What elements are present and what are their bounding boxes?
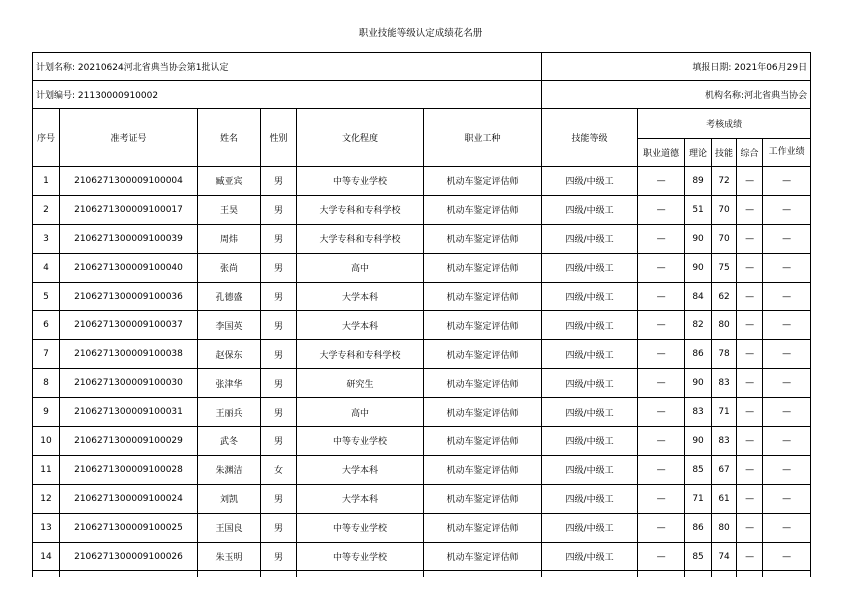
occupation-cell: 机动车鉴定评估师 — [424, 542, 542, 571]
seq-cell: 5 — [33, 282, 60, 311]
name-cell: 王国良 — [198, 513, 261, 542]
gender-cell: 男 — [261, 542, 297, 571]
level-cell: 四级/中级工 — [542, 195, 638, 224]
seq-cell: 7 — [33, 340, 60, 369]
education-cell: 高中 — [297, 398, 424, 427]
overall-score-cell: — — [737, 253, 763, 282]
document-title: 职业技能等级认定成绩花名册 — [358, 28, 483, 39]
exam-no-cell: 2106271300009100039 — [60, 224, 198, 253]
skill-score-cell: 80 — [712, 513, 737, 542]
level-cell: 四级/中级工 — [542, 455, 638, 484]
gender-cell: 男 — [261, 311, 297, 340]
education-cell: 大学本科 — [297, 282, 424, 311]
name-cell: 臧亚宾 — [198, 167, 261, 196]
theory-score-cell: 90 — [685, 253, 712, 282]
overall-score-cell: — — [737, 484, 763, 513]
cutoff-cell — [737, 571, 763, 578]
skill-score-cell: 70 — [712, 224, 737, 253]
table-row — [33, 340, 811, 369]
overall-score-cell: — — [737, 427, 763, 456]
skill-score-cell: 83 — [712, 427, 737, 456]
skill-score-cell: 72 — [712, 167, 737, 196]
theory-score-cell: 89 — [685, 167, 712, 196]
occupation-cell: 机动车鉴定评估师 — [424, 427, 542, 456]
exam-no-cell: 2106271300009100038 — [60, 340, 198, 369]
plan-name-cell — [33, 53, 542, 81]
gender-cell: 男 — [261, 282, 297, 311]
work-score-cell: — — [763, 542, 811, 571]
header-education: 文化程度 — [297, 109, 424, 167]
name-cell: 赵保东 — [198, 340, 261, 369]
skill-score-cell: 74 — [712, 542, 737, 571]
header-seq: 序号 — [33, 109, 60, 167]
exam-no-cell: 2106271300009100017 — [60, 195, 198, 224]
level-cell: 四级/中级工 — [542, 513, 638, 542]
header-exam-no: 准考证号 — [60, 109, 198, 167]
education-cell: 高中 — [297, 253, 424, 282]
exam-no-cell: 2106271300009100026 — [60, 542, 198, 571]
exam-no-cell: 2106271300009100028 — [60, 455, 198, 484]
level-cell: 四级/中级工 — [542, 398, 638, 427]
work-score-cell: — — [763, 340, 811, 369]
exam-no-cell: 2106271300009100037 — [60, 311, 198, 340]
seq-cell: 6 — [33, 311, 60, 340]
table-row — [33, 455, 811, 484]
exam-no-cell: 2106271300009100004 — [60, 167, 198, 196]
education-cell: 大学本科 — [297, 484, 424, 513]
education-cell: 中等专业学校 — [297, 542, 424, 571]
theory-score-cell: 90 — [685, 369, 712, 398]
education-cell: 大学专科和专科学校 — [297, 195, 424, 224]
org-value: 河北省典当协会 — [744, 91, 808, 101]
name-cell: 周炜 — [198, 224, 261, 253]
plan-no-row — [33, 81, 811, 109]
table-row — [33, 224, 811, 253]
header-gender: 性别 — [261, 109, 297, 167]
gender-cell: 男 — [261, 484, 297, 513]
work-score-cell: — — [763, 253, 811, 282]
education-cell: 大学本科 — [297, 455, 424, 484]
level-cell: 四级/中级工 — [542, 253, 638, 282]
header-row-1 — [33, 109, 811, 139]
level-cell: 四级/中级工 — [542, 311, 638, 340]
table-row — [33, 398, 811, 427]
level-cell: 四级/中级工 — [542, 484, 638, 513]
table-row — [33, 542, 811, 571]
plan-name-label: 计划名称: — [36, 63, 76, 73]
exam-no-cell: 2106271300009100031 — [60, 398, 198, 427]
header-skill: 技能 — [712, 139, 737, 167]
name-cell: 李国英 — [198, 311, 261, 340]
gender-cell: 男 — [261, 253, 297, 282]
overall-score-cell: — — [737, 167, 763, 196]
exam-no-cell: 2106271300009100040 — [60, 253, 198, 282]
name-cell: 王丽兵 — [198, 398, 261, 427]
education-cell: 大学本科 — [297, 311, 424, 340]
name-cell: 王昊 — [198, 195, 261, 224]
work-score-cell: — — [763, 224, 811, 253]
work-score-cell: — — [763, 398, 811, 427]
occupation-cell: 机动车鉴定评估师 — [424, 484, 542, 513]
theory-score-cell: 86 — [685, 340, 712, 369]
theory-score-cell: 83 — [685, 398, 712, 427]
theory-score-cell: 85 — [685, 455, 712, 484]
theory-score-cell: 84 — [685, 282, 712, 311]
theory-score-cell: 82 — [685, 311, 712, 340]
work-score-cell: — — [763, 167, 811, 196]
education-cell: 中等专业学校 — [297, 427, 424, 456]
cutoff-cell — [198, 571, 261, 578]
name-cell: 刘凯 — [198, 484, 261, 513]
header-occupation: 职业工种 — [424, 109, 542, 167]
report-date-value: 2021年06月29日 — [734, 63, 808, 73]
level-cell: 四级/中级工 — [542, 167, 638, 196]
table-row — [33, 253, 811, 282]
ethics-score-cell: — — [638, 398, 685, 427]
exam-no-cell: 2106271300009100024 — [60, 484, 198, 513]
plan-no-value: 21130000910002 — [77, 91, 159, 101]
level-cell: 四级/中级工 — [542, 542, 638, 571]
header-work: 工作业绩 — [763, 139, 811, 167]
skill-score-cell: 80 — [712, 311, 737, 340]
overall-score-cell: — — [737, 369, 763, 398]
theory-score-cell: 90 — [685, 427, 712, 456]
work-score-cell: — — [763, 311, 811, 340]
gender-cell: 男 — [261, 369, 297, 398]
theory-score-cell: 90 — [685, 224, 712, 253]
cutoff-cell — [763, 571, 811, 578]
level-cell: 四级/中级工 — [542, 224, 638, 253]
header-level: 技能等级 — [542, 109, 638, 167]
work-score-cell: — — [763, 195, 811, 224]
education-cell: 研究生 — [297, 369, 424, 398]
cutoff-cell — [60, 571, 198, 578]
gender-cell: 男 — [261, 195, 297, 224]
seq-cell: 13 — [33, 513, 60, 542]
education-cell: 中等专业学校 — [297, 167, 424, 196]
work-score-cell: — — [763, 282, 811, 311]
cutoff-cell — [685, 571, 712, 578]
level-cell: 四级/中级工 — [542, 369, 638, 398]
cutoff-cell — [33, 571, 60, 578]
table-row — [33, 167, 811, 196]
occupation-cell: 机动车鉴定评估师 — [424, 282, 542, 311]
seq-cell: 4 — [33, 253, 60, 282]
skill-score-cell: 67 — [712, 455, 737, 484]
theory-score-cell: 51 — [685, 195, 712, 224]
gender-cell: 男 — [261, 340, 297, 369]
seq-cell: 1 — [33, 167, 60, 196]
name-cell: 孔德盛 — [198, 282, 261, 311]
org-label: 机构名称: — [705, 91, 745, 101]
gender-cell: 男 — [261, 167, 297, 196]
seq-cell: 2 — [33, 195, 60, 224]
plan-no-label: 计划编号: — [36, 91, 76, 101]
table-row — [33, 282, 811, 311]
skill-score-cell: 62 — [712, 282, 737, 311]
ethics-score-cell: — — [638, 369, 685, 398]
occupation-cell: 机动车鉴定评估师 — [424, 340, 542, 369]
theory-score-cell: 85 — [685, 542, 712, 571]
table-row-cutoff — [33, 571, 811, 578]
overall-score-cell: — — [737, 224, 763, 253]
occupation-cell: 机动车鉴定评估师 — [424, 311, 542, 340]
gender-cell: 女 — [261, 455, 297, 484]
overall-score-cell: — — [737, 542, 763, 571]
table-row — [33, 513, 811, 542]
education-cell: 大学专科和专科学校 — [297, 340, 424, 369]
ethics-score-cell: — — [638, 311, 685, 340]
gender-cell: 男 — [261, 224, 297, 253]
seq-cell: 10 — [33, 427, 60, 456]
seq-cell: 3 — [33, 224, 60, 253]
cutoff-cell — [542, 571, 638, 578]
cutoff-cell — [712, 571, 737, 578]
ethics-score-cell: — — [638, 542, 685, 571]
education-cell: 大学专科和专科学校 — [297, 224, 424, 253]
ethics-score-cell: — — [638, 455, 685, 484]
work-score-cell: — — [763, 369, 811, 398]
skill-score-cell: 75 — [712, 253, 737, 282]
education-cell: 中等专业学校 — [297, 513, 424, 542]
name-cell: 武冬 — [198, 427, 261, 456]
ethics-score-cell: — — [638, 167, 685, 196]
plan-name-value: 20210624河北省典当协会第1批认定 — [77, 63, 229, 73]
table-row — [33, 311, 811, 340]
overall-score-cell: — — [737, 513, 763, 542]
seq-cell: 12 — [33, 484, 60, 513]
ethics-score-cell: — — [638, 224, 685, 253]
seq-cell: 11 — [33, 455, 60, 484]
theory-score-cell: 71 — [685, 484, 712, 513]
occupation-cell: 机动车鉴定评估师 — [424, 369, 542, 398]
occupation-cell: 机动车鉴定评估师 — [424, 224, 542, 253]
occupation-cell: 机动车鉴定评估师 — [424, 455, 542, 484]
overall-score-cell: — — [737, 340, 763, 369]
occupation-cell: 机动车鉴定评估师 — [424, 253, 542, 282]
table-row — [33, 195, 811, 224]
seq-cell: 9 — [33, 398, 60, 427]
ethics-score-cell: — — [638, 513, 685, 542]
ethics-score-cell: — — [638, 282, 685, 311]
cutoff-cell — [297, 571, 424, 578]
report-date-cell — [542, 53, 811, 81]
occupation-cell: 机动车鉴定评估师 — [424, 167, 542, 196]
work-score-cell: — — [763, 484, 811, 513]
header-scores: 考核成绩 — [638, 109, 811, 139]
seq-cell: 14 — [33, 542, 60, 571]
theory-score-cell: 86 — [685, 513, 712, 542]
plan-no-cell — [33, 81, 542, 109]
table-row — [33, 427, 811, 456]
score-roster-table — [32, 52, 811, 577]
ethics-score-cell: — — [638, 340, 685, 369]
skill-score-cell: 61 — [712, 484, 737, 513]
occupation-cell: 机动车鉴定评估师 — [424, 398, 542, 427]
work-score-cell: — — [763, 427, 811, 456]
overall-score-cell: — — [737, 455, 763, 484]
skill-score-cell: 70 — [712, 195, 737, 224]
level-cell: 四级/中级工 — [542, 282, 638, 311]
table-row — [33, 484, 811, 513]
skill-score-cell: 78 — [712, 340, 737, 369]
table-row — [33, 369, 811, 398]
exam-no-cell: 2106271300009100025 — [60, 513, 198, 542]
header-overall: 综合 — [737, 139, 763, 167]
gender-cell: 男 — [261, 398, 297, 427]
level-cell: 四级/中级工 — [542, 340, 638, 369]
gender-cell: 男 — [261, 513, 297, 542]
work-score-cell: — — [763, 455, 811, 484]
header-ethics: 职业道德 — [638, 139, 685, 167]
skill-score-cell: 83 — [712, 369, 737, 398]
header-name: 姓名 — [198, 109, 261, 167]
plan-name-row — [33, 53, 811, 81]
cutoff-cell — [424, 571, 542, 578]
header-theory: 理论 — [685, 139, 712, 167]
cutoff-cell — [638, 571, 685, 578]
overall-score-cell: — — [737, 398, 763, 427]
exam-no-cell: 2106271300009100030 — [60, 369, 198, 398]
name-cell: 朱渊洁 — [198, 455, 261, 484]
skill-score-cell: 71 — [712, 398, 737, 427]
ethics-score-cell: — — [638, 253, 685, 282]
occupation-cell: 机动车鉴定评估师 — [424, 513, 542, 542]
name-cell: 朱玉明 — [198, 542, 261, 571]
overall-score-cell: — — [737, 282, 763, 311]
cutoff-cell — [261, 571, 297, 578]
work-score-cell: — — [763, 513, 811, 542]
occupation-cell: 机动车鉴定评估师 — [424, 195, 542, 224]
gender-cell: 男 — [261, 427, 297, 456]
name-cell: 张尚 — [198, 253, 261, 282]
ethics-score-cell: — — [638, 195, 685, 224]
exam-no-cell: 2106271300009100029 — [60, 427, 198, 456]
org-cell — [542, 81, 811, 109]
ethics-score-cell: — — [638, 484, 685, 513]
ethics-score-cell: — — [638, 427, 685, 456]
overall-score-cell: — — [737, 195, 763, 224]
exam-no-cell: 2106271300009100036 — [60, 282, 198, 311]
report-date-label: 填报日期: — [692, 63, 732, 73]
name-cell: 张津华 — [198, 369, 261, 398]
overall-score-cell: — — [737, 311, 763, 340]
seq-cell: 8 — [33, 369, 60, 398]
level-cell: 四级/中级工 — [542, 427, 638, 456]
